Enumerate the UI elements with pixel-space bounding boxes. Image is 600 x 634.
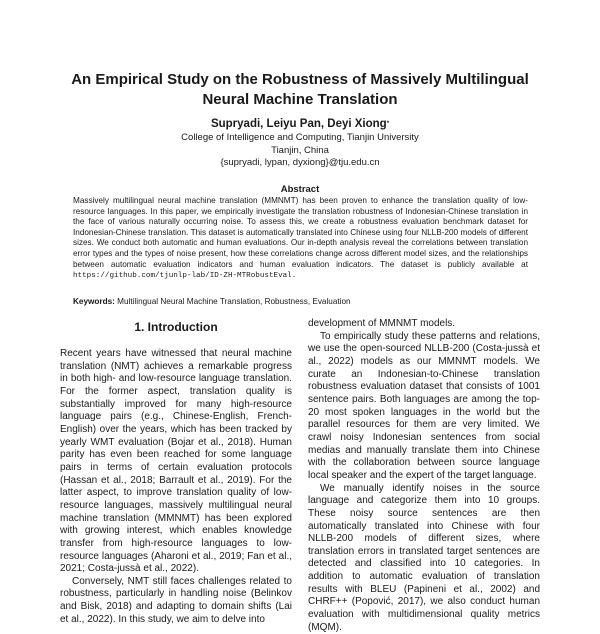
intro-paragraph-2: Conversely, NMT still faces challenges related to robustness, particularly in handling noise (Belinkov and Bisk, 2018) and adapting to domain shifts (Lai et al., 2022). In this study, we aim to delve into: [60, 575, 292, 625]
right-column: [308, 318, 540, 634]
introduction-heading: 1. Introduction: [134, 320, 218, 334]
affiliation-block: [80, 132, 520, 170]
keywords-text: Multilingual Neural Machine Translation, Robustness, Evaluation: [117, 297, 351, 306]
intro-paragraph-continued: development of MMNMT models.: [308, 318, 456, 329]
abstract-heading: Abstract: [280, 184, 320, 195]
abstract-body: [73, 196, 528, 282]
corresponding-author-mark: *: [386, 121, 390, 127]
affiliation-institution: College of Intelligence and Computing, Tianjin University: [181, 132, 419, 143]
abstract-text: Massively multilingual neural machine translation (MMNMT) has been proven to enhance the translation quality of low-resource languages. In this paper, we empirically investigate the translation robustness of Indonesian-Chinese translation in the face of various naturally occurring noise. To assess this, we create a robustness evaluation benchmark dataset for Indonesian-Chinese translation. This dataset is automatically translated into Chinese using four NLLB-200 models of different sizes. We conduct both automatic and human evaluations. Our in-depth analysis reveal the correlations between translation error types and the types of noise present, how these correlations change across different model sizes, and the relationships between automatic evaluation indicators and human evaluation indicators. The dataset is publicly available at: [73, 196, 528, 269]
keywords-label: Keywords:: [73, 297, 115, 306]
author-names: Supryadi, Leiyu Pan, Deyi Xiong: [210, 118, 387, 130]
dataset-url[interactable]: https://github.com/tjunlp-lab/ID-ZH-MTRobustEval.: [73, 272, 297, 281]
author-emails: {supryadi, lypan, dyxiong}@tju.edu.cn: [220, 157, 380, 168]
affiliation-location: Tianjin, China: [271, 144, 329, 156]
intro-paragraph-1: Recent years have witnessed that neural machine translation (NMT) achieves a remarkable progress in both high- and low-resource language translation. For the former aspect, translation quality is substantially improved for many high-resource language pairs (e.g., Chinese-English, French-English) over the years, which has been tracked by yearly WMT evaluation (Bojar et al., 2018). Human parity has even been reached for some language pairs in terms of certain evaluation protocols (Hassan et al., 2018; Barrault et al., 2019). For the latter aspect, to improve translation quality of low-resource languages, massively multilingual neural machine translation (MMNMT) has been explored with growing interest, which enables knowledge transfer from high-resource languages to low-resource languages (Aharoni et al., 2019; Fan et al., 2021; Costa-jussà et al., 2022).: [60, 348, 292, 575]
paper-title: An Empirical Study on the Robustness of Massively Multilingual Neural Machine Translation: [71, 71, 529, 108]
author-list: [80, 117, 520, 132]
keywords-line: [73, 296, 528, 307]
left-column: [60, 318, 292, 626]
intro-paragraph-4: We manually identify noises in the source language and categorize them into 10 groups. These noisy source sentences are then automatically translated into Chinese with four NLLB-200 models of different sizes, where translation errors in translated target sentences are detected and classified into 10 categories. In addition to automatic evaluation of translation results with BLEU (Papineni et al., 2002) and CHRF++ (Popović, 2017), we also conduct human evaluation with multidimensional quality metrics (MQM).: [308, 482, 540, 633]
intro-paragraph-3: To empirically study these patterns and relations, we use the open-sourced NLLB-200 (Costa-jussà et al., 2022) models as our MMNMT models. We curate an Indonesian-to-Chinese translation robustness evaluation dataset that consists of 1001 sentence pairs. Both languages are among the top-20 most spoken languages in the world but the parallel resources for them are very limited. We crawl noisy Indonesian sentences from social medias and manually translate them into Chinese with the collaboration between source language local speaker and the expert of the target language.: [308, 330, 540, 481]
